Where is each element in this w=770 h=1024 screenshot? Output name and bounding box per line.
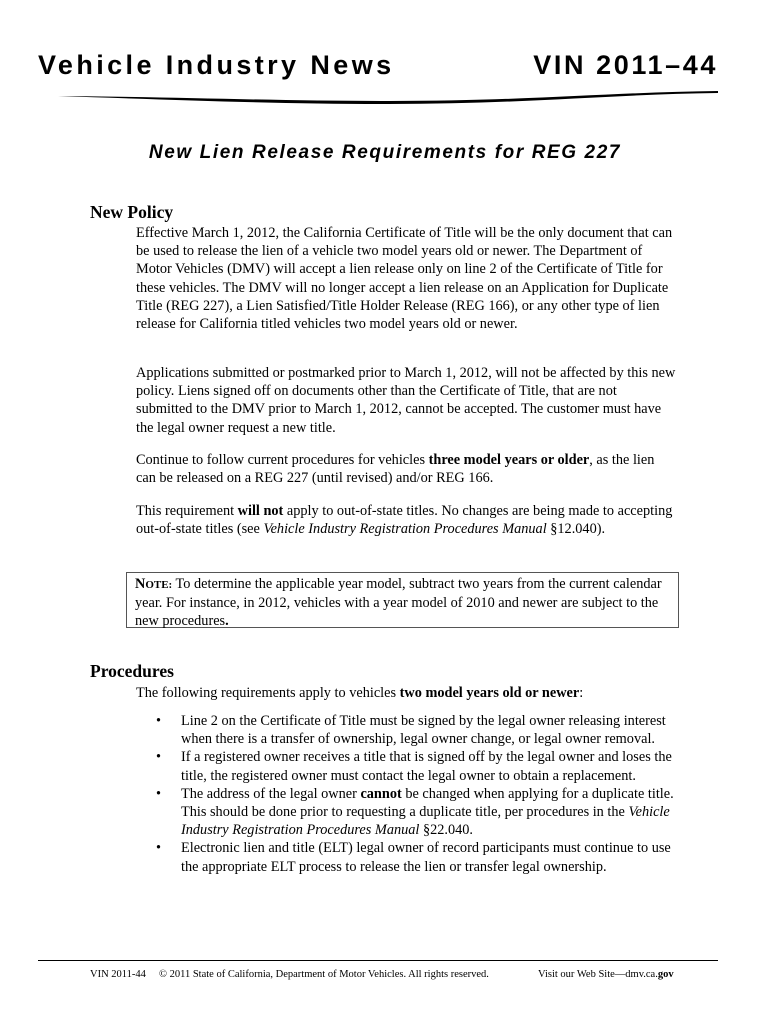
bullet-icon: • — [156, 840, 162, 857]
text-run: §12.040). — [546, 521, 606, 538]
text-run: This requirement — [136, 503, 238, 519]
bold-text: three model years or older — [428, 452, 590, 468]
website-text: Visit our Web Site—dmv.ca. — [538, 969, 658, 980]
masthead-swoosh-divider — [58, 86, 718, 104]
list-item — [156, 785, 680, 840]
policy-paragraph-3 — [136, 451, 676, 487]
list-item-text: Line 2 on the Certificate of Title must be signed by the legal owner releasing interest when there is a transfer of ownership, legal owner change, or legal owner removal. — [181, 713, 666, 748]
masthead — [38, 50, 718, 90]
website-tld: gov — [657, 969, 674, 980]
note-label — [135, 576, 172, 592]
footer-issue-number: VIN 2011-44 — [90, 969, 146, 980]
bold-text: cannot — [360, 785, 402, 802]
list-item-text: If a registered owner receives a title that is signed off by the legal owner and loses the title, the registered owner must contact the legal owner to obtain a replacement. — [181, 749, 672, 784]
list-item — [156, 748, 680, 784]
note-text: To determine the applicable year model, subtract two years from the current calendar year. For instance, in 2012, vehicles with a year model of 2010 and newer are subject to the new procedures — [135, 576, 662, 630]
note-box — [126, 572, 679, 628]
note-end: . — [225, 613, 229, 630]
bold-text: will not — [237, 503, 284, 519]
text-run: §22.040. — [419, 822, 474, 839]
bullet-icon: • — [156, 713, 162, 729]
article-title: New Lien Release Requirements for REG 227 — [148, 142, 622, 163]
bullet-icon: • — [156, 785, 162, 802]
text-run: The address of the legal owner — [181, 785, 361, 802]
issue-number: VIN 2011–44 — [533, 50, 718, 80]
footer-divider — [38, 960, 718, 961]
procedures-list — [156, 712, 680, 876]
text-run: The following requirements apply to vehicles — [136, 685, 400, 701]
list-item — [156, 839, 680, 875]
policy-paragraph-1: Effective March 1, 2012, the California Certificate of Title will be the only document that can be used to release the lien of a vehicle two model years old or newer. The Department of Motor Vehicles (DMV) will accept a lien release only on line 2 of the Certificate of Title for these vehicles. The DMV will no longer accept a lien release on an Application for Duplicate Title (REG 227), a Lien Satisfied/Title Holder Release (REG 166), or any other type of lien release for California titled vehicles two model years old or newer. — [136, 225, 673, 333]
footer-copyright: © 2011 State of California, Department of Motor Vehicles. All rights reserved. — [159, 969, 489, 980]
text-run: apply to out-of-state titles. No changes are being made to accepting out-of-state titles (see — [136, 503, 673, 538]
manual-reference: Vehicle Industry Registration Procedures Manual — [263, 521, 547, 538]
footer-website — [538, 969, 674, 980]
text-run: Continue to follow current procedures for vehicles — [136, 452, 429, 468]
newsletter-name: Vehicle Industry News — [38, 50, 395, 80]
bullet-icon: • — [156, 749, 162, 766]
text-run: , as the lien can be released on a REG 227 (until revised) and/or REG 166. — [136, 452, 655, 487]
text-run: be changed when applying for a duplicate title. This should be done prior to requesting a duplicate title, per procedures in the — [181, 785, 674, 821]
list-item-text: Electronic lien and title (ELT) legal owner of record participants must continue to use the appropriate ELT process to release the lien or transfer legal ownership. — [181, 840, 671, 875]
bold-text: two model years old or newer — [399, 685, 580, 701]
section-heading-procedures: Procedures — [90, 661, 174, 681]
list-item — [156, 712, 680, 748]
note-label-rest: OTE: — [145, 579, 173, 591]
note-label-initial: N — [135, 576, 146, 592]
procedures-intro — [136, 684, 676, 702]
policy-paragraph-2: Applications submitted or postmarked prior to March 1, 2012, will not be affected by this new policy. Liens signed off on documents other than the Certificate of Title, that are not submitted to the DMV prior to March 1, 2012, cannot be accepted. The customer must have the legal owner request a new title. — [136, 365, 676, 436]
policy-paragraph-4 — [136, 502, 676, 538]
manual-reference: Vehicle Industry Registration Procedures Manual — [181, 804, 670, 839]
text-run: : — [579, 685, 584, 701]
section-heading-new-policy: New Policy — [90, 202, 174, 222]
